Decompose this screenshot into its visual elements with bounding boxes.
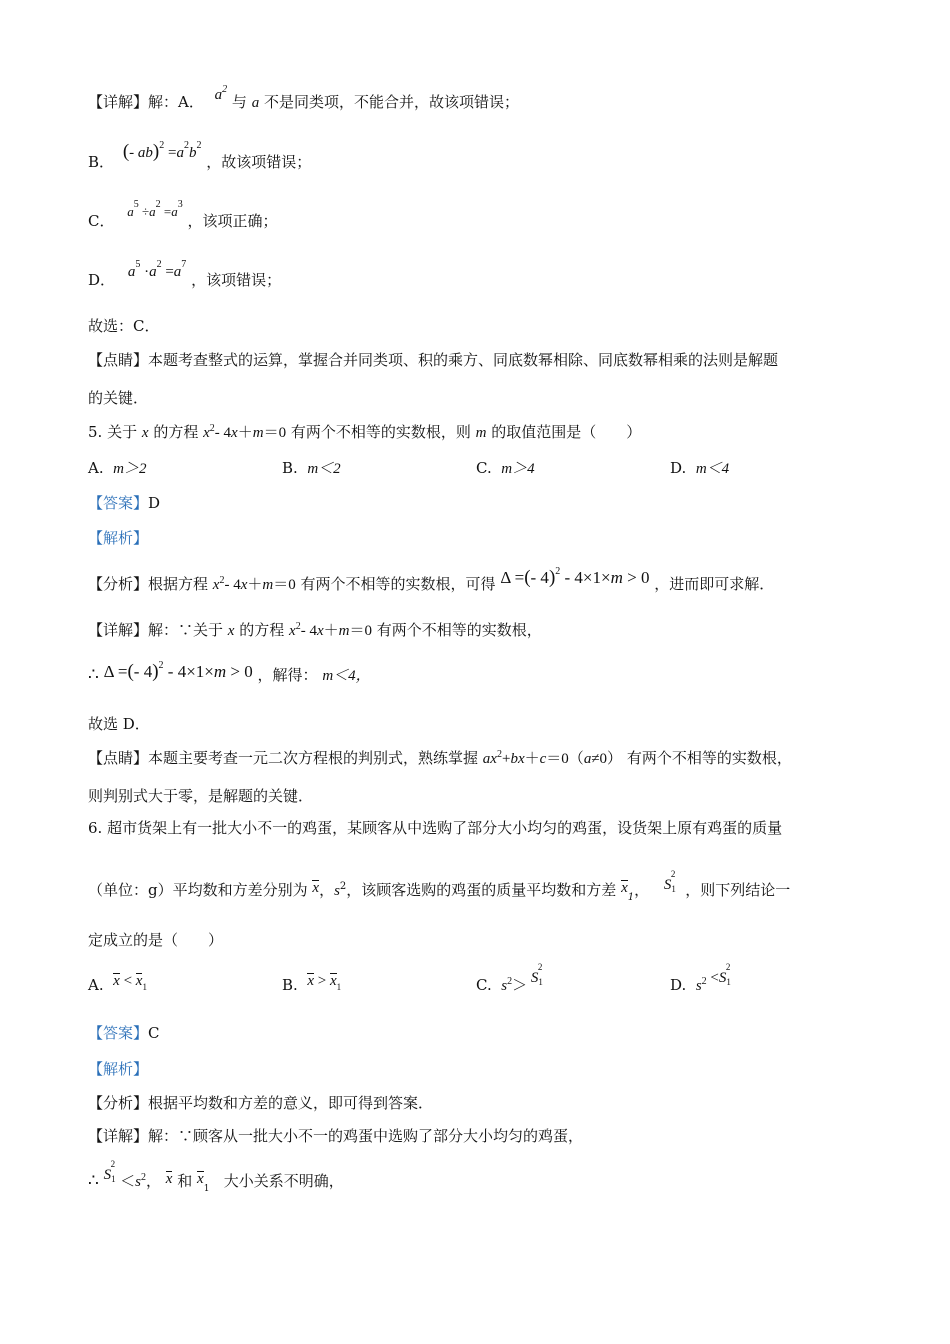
q6-option-c: C. $s^2> S_1^2$ xyxy=(476,962,543,994)
q6-conclusion: ∴ $S_1^2<s^2$， x 和 $x_1$ 大小关系不明确， xyxy=(88,1159,344,1194)
q6-analysis-label: 【解析】 xyxy=(88,1060,149,1078)
q5-option-d: D. m＜4 xyxy=(670,459,730,477)
discriminant-formula-2: Δ =(- 4)$^2$ - 4×1×m > 0 xyxy=(103,660,253,682)
detail-line-c: C． $a^5 \div a^2 =a^3$ ，该项正确； xyxy=(88,199,278,230)
q4-comment-line2: 的关键． xyxy=(88,389,149,407)
formula-c: $a^5 \div a^2 =a^3$ xyxy=(127,199,183,219)
formula-b: (- $ab)^2 =a^2b^2$ xyxy=(122,140,202,162)
q6-question-line1: 6. 超市货架上有一批大小不一的鸡蛋，某顾客从中选购了部分大小均匀的鸡蛋，设货架上原有鸡蛋的质量 xyxy=(88,819,783,837)
q5-option-b: B. m＜2 xyxy=(282,459,341,477)
q5-comment-line2: 则判别式大于零，是解题的关键． xyxy=(88,787,314,805)
q5-fenxi: 【分析】根据方程 $x^2-$ 4x＋m＝0 有两个不相等的实数根，可得 Δ =(- 4)$^2$ - 4×1×m > 0 ，进而即可求解． xyxy=(88,566,775,593)
q4-choose: 故选：C． xyxy=(88,317,160,335)
formula-d: $a^5 \cdot a^2 =a^7$ xyxy=(127,259,187,280)
q5-detail: 【详解】解：∵关于 x 的方程 $x^2-$ 4x＋m＝0 有两个不相等的实数根， xyxy=(88,621,542,639)
q6-option-d: D. $s^2 <S_1^2$ xyxy=(670,962,731,994)
q5-therefore: ∴ Δ =(- 4)$^2$ - 4×1×m > 0 ，解得： m＜4， xyxy=(88,660,371,685)
detail-line-b: B． (- $ab)^2 =a^2b^2$ ，故该项错误； xyxy=(88,140,312,171)
q4-comment-line1: 【点睛】本题考查整式的运算，掌握合并同类项、积的乘方、同底数幂相除、同底数幂相乘的法则是解题 xyxy=(88,351,779,369)
detail-a-prefix: 【详解】解：A． xyxy=(88,93,204,111)
q5-equation: $x^2-$ 4x＋m＝0 xyxy=(203,423,287,441)
q6-option-b: B. $x > x_1$ xyxy=(282,973,342,994)
q5-option-a: A. m＞2 xyxy=(88,459,147,477)
formula-a-squared: $a^2$ xyxy=(214,84,228,103)
q5-option-c: C. m＞4 xyxy=(476,459,535,477)
q6-question-line3: 定成立的是（ ） xyxy=(88,931,224,949)
q6-question-line2: （单位：g）平均数和方差分别为 x，$s^2$，该顾客选购的鸡蛋的质量平均数和方差 $x_1$， $S_1^2$ ，则下列结论一 xyxy=(88,869,791,903)
q5-question: 5. 关于 x 的方程 $x^2-$ 4x＋m＝0 有两个不相等的实数根，则 m 的取值范围是（ ） xyxy=(88,423,642,441)
discriminant-formula: Δ =(- 4)$^2$ - 4×1×m > 0 xyxy=(500,566,650,588)
q5-choose: 故选 D． xyxy=(88,715,150,733)
q6-fenxi: 【分析】根据平均数和方差的意义，即可得到答案． xyxy=(88,1094,434,1112)
q5-comment-line1: 【点睛】本题主要考查一元二次方程根的判别式，熟练掌握 $ax^2+bx+c=0(a\ne 0)$ 有两个不相等的实数根， xyxy=(88,749,792,767)
q5-analysis-label: 【解析】 xyxy=(88,529,149,547)
q6-detail: 【详解】解：∵顾客从一批大小不一的鸡蛋中选购了部分大小均匀的鸡蛋， xyxy=(88,1127,584,1145)
detail-line-a: 【详解】解：A． $a^2$ 与 a 不是同类项，不能合并，故该项错误； xyxy=(88,84,519,111)
q6-option-a: A. $x < x_1$ xyxy=(88,973,147,994)
q6-answer: 【答案】C xyxy=(88,1024,160,1042)
s1-squared: $S_1^2$ xyxy=(663,869,676,894)
x-bar: x xyxy=(312,880,320,896)
detail-line-d: D． $a^5 \cdot a^2 =a^7$ ，该项错误； xyxy=(88,259,282,289)
q5-answer: 【答案】D xyxy=(88,494,161,512)
